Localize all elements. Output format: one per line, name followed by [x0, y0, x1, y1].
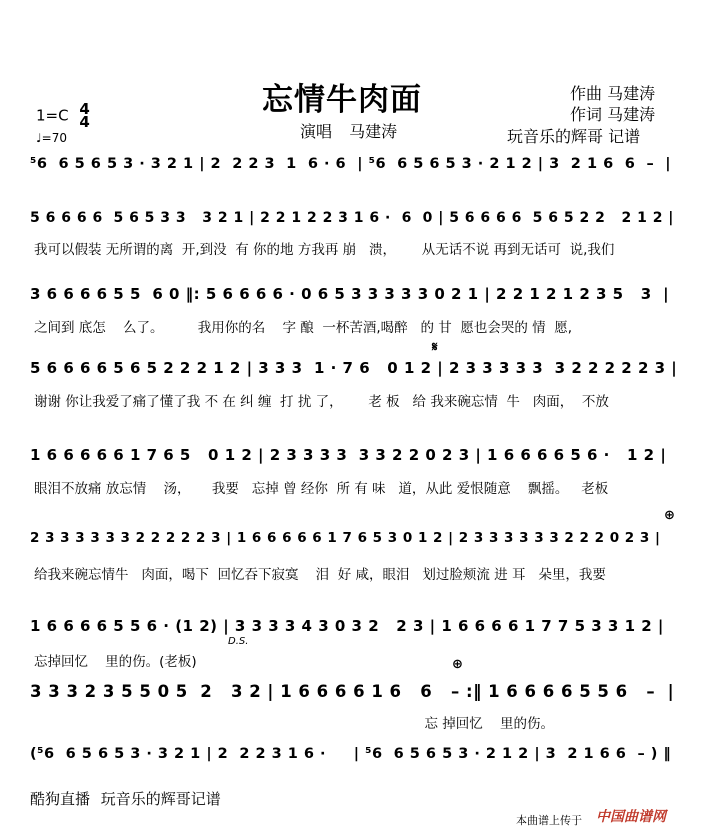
lyrics-line: 之间到 底怎 么了。 我用你的名 字 酿 一杯苦酒,喝醉 的 甘 愿也会哭的 情 愿,: [34, 320, 573, 336]
composer-credit: 作曲 马建涛: [570, 84, 656, 103]
site-logo: [596, 806, 666, 826]
footer-credit: 酷狗直播 玩音乐的辉哥记谱: [30, 790, 221, 808]
singer-credit: 演唱 马建涛: [300, 122, 398, 141]
segno-mark: 𝄋: [432, 340, 438, 355]
ds-mark: D.S.: [228, 636, 249, 647]
lyricist-credit: 作词 马建涛: [570, 105, 656, 124]
time-bottom: 4: [79, 113, 90, 131]
lyrics-line: 忘 掉回忆 里的伤。: [34, 716, 554, 732]
notes-line: 5 6 6 6 6 5 6 5 3 3 3 2 1 | 2 2 1 2 2 3 1 6 · 6 0 | 5 6 6 6 6 5 6 5 2 2 2 1 2 |: [30, 210, 674, 226]
site-logo-text: 中国曲谱网: [596, 809, 666, 825]
key-signature: [36, 100, 90, 131]
notes-line: 3 6 6 6 6 5 5 6 0 ‖: 5 6 6 6 6 · 0 6 5 3 3 3 3 3 0 2 1 | 2 2 1 2 1 2 3 5 3 |: [30, 285, 670, 303]
notes-line: 5 6 6 6 6 5 6 5 2 2 2 1 2 | 3 3 3 1 · 7 6 0 1 2 | 2 3 3 3 3 3 3 2 2 2 2 2 3 |: [30, 359, 678, 377]
lyrics-line: 我可以假装 无所谓的离 开,到没 有 你的地 方我再 崩 溃， 从无话不说 再到无话可 说,我们: [34, 242, 615, 258]
notes-line: (⁵6 6 5 6 5 3 · 3 2 1 | 2 2 2 3 1 6 · | ⁵6 6 5 6 5 3 · 2 1 2 | 3 2 1 6 6 – ) ‖: [30, 746, 672, 762]
time-signature: [79, 100, 90, 131]
coda-mark-2: ⊕: [452, 657, 463, 672]
lyrics-line: 眼泪不放痛 放忘情 汤， 我要 忘掉 曾 经你 所 有 味 道，从此 爱恨随意 飘摇。 老板: [34, 481, 609, 497]
tempo-mark: ♩=70: [36, 131, 67, 145]
notes-line: 1 6 6 6 6 5 5 6 · (1 2) | 3 3 3 3 4 3 0 3 2 2 3 | 1 6 6 6 6 1 7 7 5 3 3 1 2 |: [30, 617, 664, 635]
upload-note: 本曲谱上传于: [516, 814, 582, 827]
key-label: 1=C: [36, 106, 69, 125]
transcriber-credit: 玩音乐的辉哥 记谱: [507, 127, 641, 146]
notes-line: 2 3 3 3 3 3 3 2 2 2 2 2 3 | 1 6 6 6 6 6 1 7 6 5 3 0 1 2 | 2 3 3 3 3 3 3 2 2 2 0 2 3 |: [30, 530, 661, 546]
lyrics-line: 忘掉回忆 里的伤。(老板): [34, 654, 197, 670]
page-title: 忘情牛肉面: [262, 82, 422, 118]
time-top: 4: [79, 100, 90, 118]
lyrics-line: 谢谢 你让我爱了痛了懂了我 不 在 纠 缠 打 扰 了， 老 板 给 我来碗忘情 牛 肉面， 不放: [34, 394, 609, 410]
coda-mark-1: ⊕: [664, 508, 675, 523]
lyrics-line: 给我来碗忘情牛 肉面，喝下 回忆吞下寂寞 泪 好 咸，眼泪 划过脸颊流 进 耳 朵里，我要: [34, 567, 606, 583]
notes-line: ⁵6 6 5 6 5 3 · 3 2 1 | 2 2 2 3 1 6 · 6 | ⁵6 6 5 6 5 3 · 2 1 2 | 3 2 1 6 6 – |: [30, 156, 672, 172]
notes-line: 3 3 3 2 3 5 5 0 5 2 3 2 | 1 6 6 6 6 1 6 6 – :‖ 1 6 6 6 6 5 5 6 – |: [30, 682, 675, 701]
notes-line: 1 6 6 6 6 6 1 7 6 5 0 1 2 | 2 3 3 3 3 3 3 2 2 0 2 3 | 1 6 6 6 6 5 6 · 1 2 |: [30, 446, 667, 464]
